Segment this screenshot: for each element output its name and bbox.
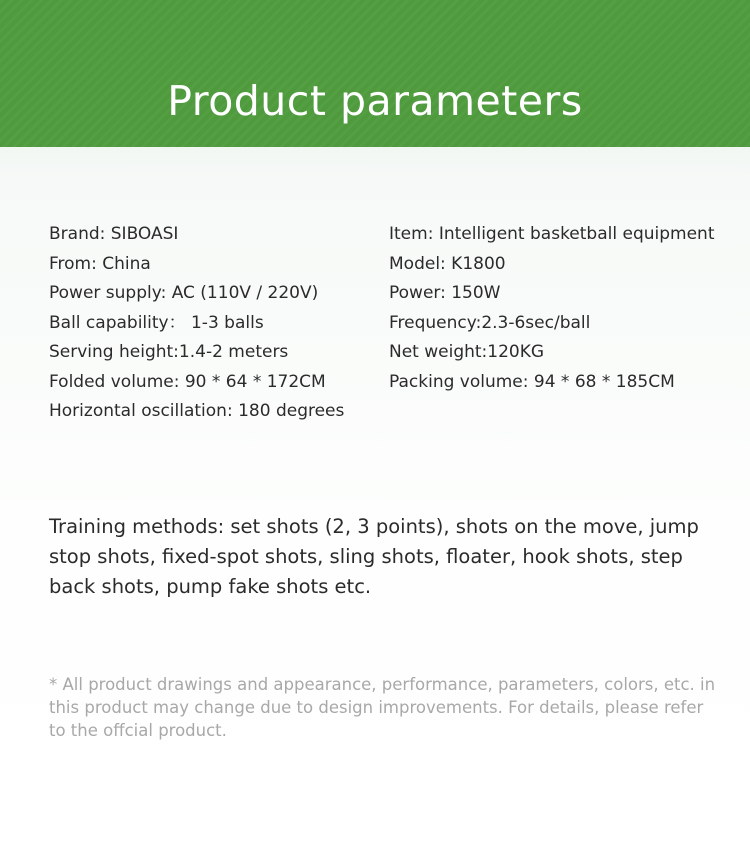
disclaimer-note: * All product drawings and appearance, performance, parameters, colors, etc. in this product may change due to design improvements. For details, please refer to the offcial product. xyxy=(49,675,716,740)
spec-brand: Brand: SIBOASI xyxy=(49,224,179,244)
spec-list-left xyxy=(49,220,379,427)
spec-power-supply: Power supply: AC (110V / 220V) xyxy=(49,283,319,303)
header-banner xyxy=(0,0,750,147)
spec-ball-capability: Ball capability： 1-3 balls xyxy=(49,312,264,333)
spec-list-right xyxy=(389,220,744,397)
spec-packing-volume: Packing volume: 94 * 68 * 185CM xyxy=(389,371,675,392)
spec-serving-height: Serving height:1.4-2 meters xyxy=(49,342,289,362)
spec-item-type: Item: Intelligent basketball equipment xyxy=(389,224,715,244)
spec-frequency: Frequency:2.3-6sec/ball xyxy=(389,312,591,333)
spec-net-weight: Net weight:120KG xyxy=(389,342,545,362)
spec-folded-volume: Folded volume: 90 * 64 * 172CM xyxy=(49,371,326,392)
page-title: Product parameters xyxy=(167,77,583,126)
spec-origin: From: China xyxy=(49,253,151,274)
spec-horizontal-oscillation: Horizontal oscillation: 180 degrees xyxy=(49,401,345,421)
spec-power: Power: 150W xyxy=(389,283,501,303)
training-methods: Training methods: set shots (2, 3 points), shots on the move, jump stop shots, fixed-spot shots, sling shots, floater, hook shots, step back shots, pump fake shots etc. xyxy=(49,515,699,598)
spec-model: Model: K1800 xyxy=(389,253,506,274)
